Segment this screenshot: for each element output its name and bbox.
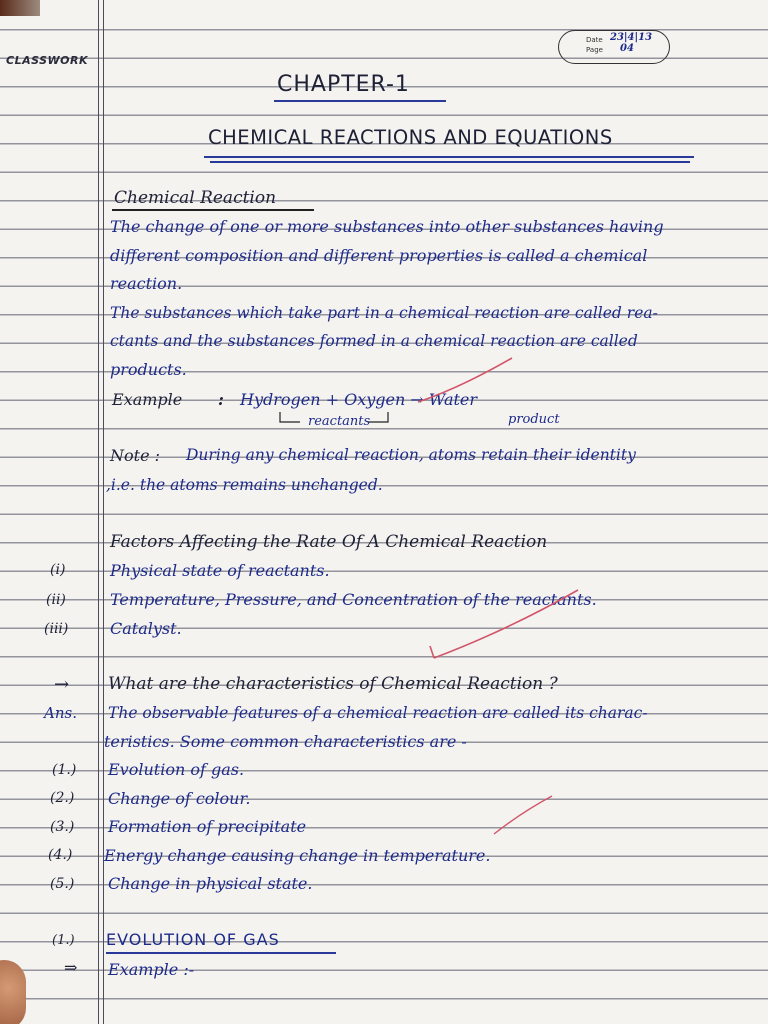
example-prompt: Example :- [108, 960, 195, 979]
characteristic-number: (4.) [48, 847, 73, 863]
product-note: product [508, 412, 560, 427]
answer-line: The observable features of a chemical reaction are called its charac- [108, 704, 648, 722]
factor-number: (i) [50, 562, 66, 578]
characteristic-item: Evolution of gas. [108, 760, 245, 779]
question-arrow: → [54, 674, 70, 695]
reactants-line: products. [110, 360, 187, 379]
implies-arrow: ⇒ [64, 958, 78, 977]
characteristic-number: (2.) [50, 790, 75, 806]
reactants-note: reactants [308, 414, 371, 429]
chapter-title-underline-2 [210, 161, 690, 163]
definition-line: The change of one or more substances into other substances having [110, 217, 664, 236]
characteristic-number: (1.) [52, 762, 77, 778]
chapter-underline [274, 100, 446, 102]
check-mark-icon [410, 352, 520, 412]
reactants-line: The substances which take part in a chemical reaction are called rea- [110, 304, 658, 322]
margin-line [103, 0, 104, 1024]
date-stamp [548, 26, 680, 68]
note-label: Note : [110, 446, 161, 465]
date-label: Date [586, 36, 603, 44]
factor-number: (ii) [46, 592, 66, 608]
characteristic-item: Formation of precipitate [108, 817, 307, 836]
example-colon: : [218, 390, 224, 409]
characteristic-item: Change of colour. [108, 789, 251, 808]
characteristic-number: (5.) [50, 876, 75, 892]
answer-label: Ans. [44, 704, 77, 722]
example-label: Example [112, 390, 183, 409]
page-label: Page [586, 46, 603, 54]
chapter-title: CHEMICAL REACTIONS AND EQUATIONS [208, 126, 613, 149]
note-line: ,i.e. the atoms remains unchanged. [106, 476, 383, 494]
chapter-title-underline [204, 156, 694, 158]
page-number: 04 [620, 43, 634, 54]
check-mark-icon [428, 586, 588, 666]
factor-item: Physical state of reactants. [110, 561, 330, 580]
date-value: 23|4|13 [610, 32, 653, 43]
background-corner [0, 0, 40, 16]
section-heading: Chemical Reaction [114, 188, 277, 208]
characteristic-item: Change in physical state. [108, 874, 313, 893]
factor-item: Catalyst. [110, 619, 182, 638]
thumb [0, 960, 26, 1024]
check-mark-icon [490, 792, 560, 838]
answer-line: teristics. Some common characteristics are - [104, 732, 467, 751]
reactants-line: ctants and the substances formed in a chemical reaction are called [110, 332, 638, 350]
factor-item: Temperature, Pressure, and Concentration of the reactants. [110, 590, 597, 609]
classwork-label: CLASSWORK [6, 54, 89, 67]
margin-line [98, 0, 99, 1024]
subsection-underline [106, 952, 336, 954]
definition-line: reaction. [110, 274, 183, 293]
definition-line: different composition and different properties is called a chemical [110, 246, 648, 265]
characteristic-item: Energy change causing change in temperature. [104, 846, 491, 865]
example-equation: Hydrogen + Oxygen → Water [240, 390, 478, 409]
heading-underline [112, 209, 314, 211]
question-text: What are the characteristics of Chemical Reaction ? [108, 674, 558, 694]
chapter-heading: CHAPTER-1 [277, 72, 410, 97]
note-line: During any chemical reaction, atoms retain their identity [186, 446, 636, 464]
characteristic-number: (3.) [50, 819, 75, 835]
subsection-number: (1.) [52, 933, 75, 948]
subsection-heading: EVOLUTION OF GAS [106, 930, 280, 949]
factor-number: (iii) [44, 621, 69, 637]
factors-heading: Factors Affecting the Rate Of A Chemical Reaction [110, 532, 548, 552]
